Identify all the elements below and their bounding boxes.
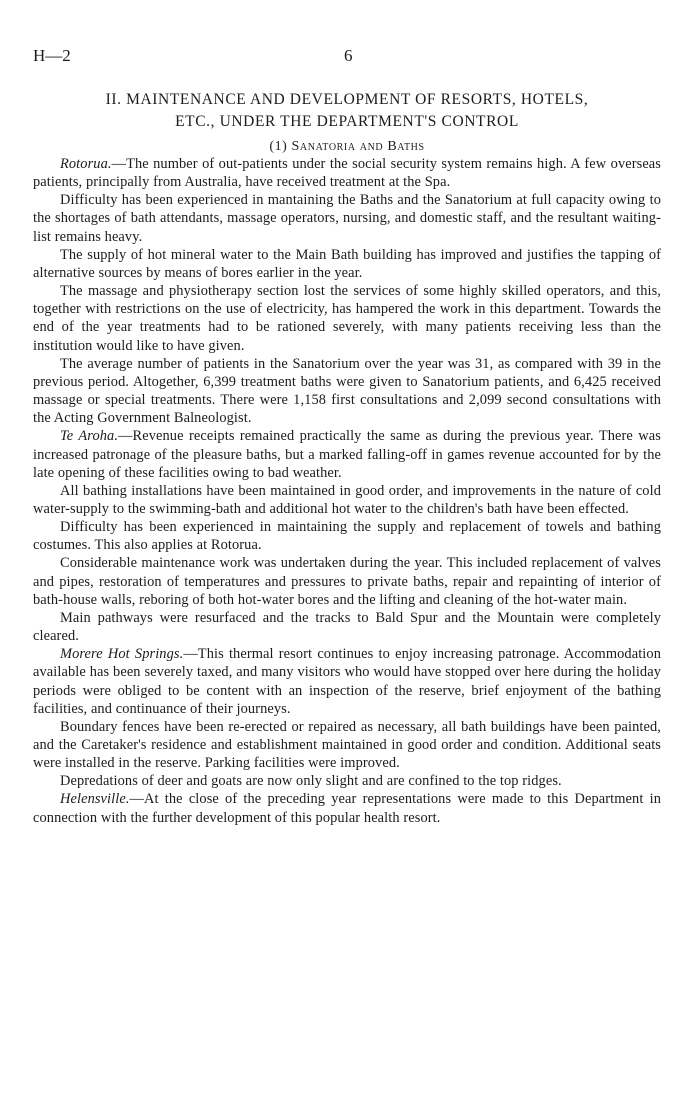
paragraph xyxy=(33,609,661,645)
paragraph-text: The average number of patients in the Sanatorium over the year was 31, as compared with 39 in the previous period. Altogether, 6,399 treatment baths were given to Sanatorium patients, and 6,425 received massage or special treatments. There were 1,158 first consultations and 2,099 second consultations with the Acting Government Balneologist. xyxy=(33,355,661,427)
paragraph xyxy=(33,718,661,772)
paragraph-lead: Morere Hot Springs. xyxy=(60,646,184,663)
paragraph xyxy=(33,645,661,718)
paragraph xyxy=(33,554,661,608)
paragraph xyxy=(33,282,661,355)
parliamentary-paper-reference: H—2 xyxy=(33,46,71,65)
paragraph-text: Depredations of deer and goats are now only slight and are confined to the top ridges. xyxy=(60,773,562,790)
paragraph-text: Main pathways were resurfaced and the tracks to Bald Spur and the Mountain were completely cleared. xyxy=(33,609,661,645)
subsection-heading xyxy=(33,137,661,157)
paragraph-text: —This thermal resort continues to enjoy increasing patronage. Accommodation available has been severely taxed, and many visitors who would have stopped over here during the holiday periods were obliged to be content with an inspection of the reserve, brief enjoyment of the bathing facilities, and continuance of their journeys. xyxy=(33,646,661,717)
paragraph-text: Considerable maintenance work was undertaken during the year. This included replacement of valves and pipes, restoration of temperatures and pressures to private baths, repair and repainting of interior of bath-house walls, reboring of both hot-water bores and the lifting and cleaning of the hot-water main. xyxy=(33,555,661,608)
paragraph xyxy=(33,482,661,518)
paragraph-text: Difficulty has been experienced in maintaining the supply and replacement of towels and bathing costumes. This also applies at Rotorua. xyxy=(33,519,661,554)
paragraph-text: All bathing installations have been maintained in good order, and improvements in the nature of cold water-supply to the swimming-bath and additional hot water to the children's bath have been effected. xyxy=(33,482,661,517)
page-number: 6 xyxy=(344,46,353,65)
paragraph-text: The massage and physiotherapy section lost the services of some highly skilled operators, and this, together with restrictions on the use of electricity, has hampered the work in this department. Towards the end of the year treatments had to be rationed severely, with many patients receiving less than the institution would like to have given. xyxy=(33,283,661,354)
paragraph xyxy=(33,790,661,826)
page-header xyxy=(33,46,661,70)
subsection-number: (1) xyxy=(269,139,288,154)
section-heading-line-1: II. MAINTENANCE AND DEVELOPMENT OF RESORTS, HOTELS, xyxy=(105,91,589,108)
paragraph xyxy=(33,355,661,428)
subsection-title: Sanatoria and Baths xyxy=(291,139,425,154)
paragraph-lead: Te Aroha. xyxy=(60,428,119,445)
paragraph-lead: Rotorua. xyxy=(60,156,112,172)
paragraph xyxy=(33,246,661,282)
paragraph-text: —The number of out-patients under the social security system remains high. A few overseas patients, principally from Australia, have received treatment at the Spa. xyxy=(33,156,661,191)
paragraph-text: The supply of hot mineral water to the Main Bath building has improved and justifies the tapping of alternative sources by means of bores earlier in the year. xyxy=(33,246,661,281)
paragraph-text: Boundary fences have been re-erected or repaired as necessary, all bath buildings have been painted, and the Caretaker's residence and establishment maintained in good order and condition. Additional seats were installed in the reserve. Parking facilities were improved. xyxy=(33,718,661,772)
body-text xyxy=(33,155,661,827)
paragraph-text: Difficulty has been experienced in mantaining the Baths and the Sanatorium at full capacity owing to the shortages of bath attendants, massage operators, nursing, and domestic staff, and the resultant waiting-list remains heavy. xyxy=(33,192,661,245)
paragraph xyxy=(33,772,661,790)
paragraph xyxy=(33,518,661,554)
paragraph xyxy=(33,191,661,245)
paragraph-text: —At the close of the preceding year representations were made to this Department in connection with the further development of this popular health resort. xyxy=(33,791,661,826)
section-heading xyxy=(33,89,661,133)
paragraph-text: —Revenue receipts remained practically the same as during the previous year. There was increased patronage of the pleasure baths, but a marked falling-off in games revenue accounted for by the late opening of these facilities owing to bad weather. xyxy=(33,428,661,481)
paragraph-lead: Helensville. xyxy=(60,791,130,808)
paragraph xyxy=(33,155,661,191)
section-heading-line-2: ETC., UNDER THE DEPARTMENT'S CONTROL xyxy=(175,113,519,130)
paragraph xyxy=(33,427,661,481)
